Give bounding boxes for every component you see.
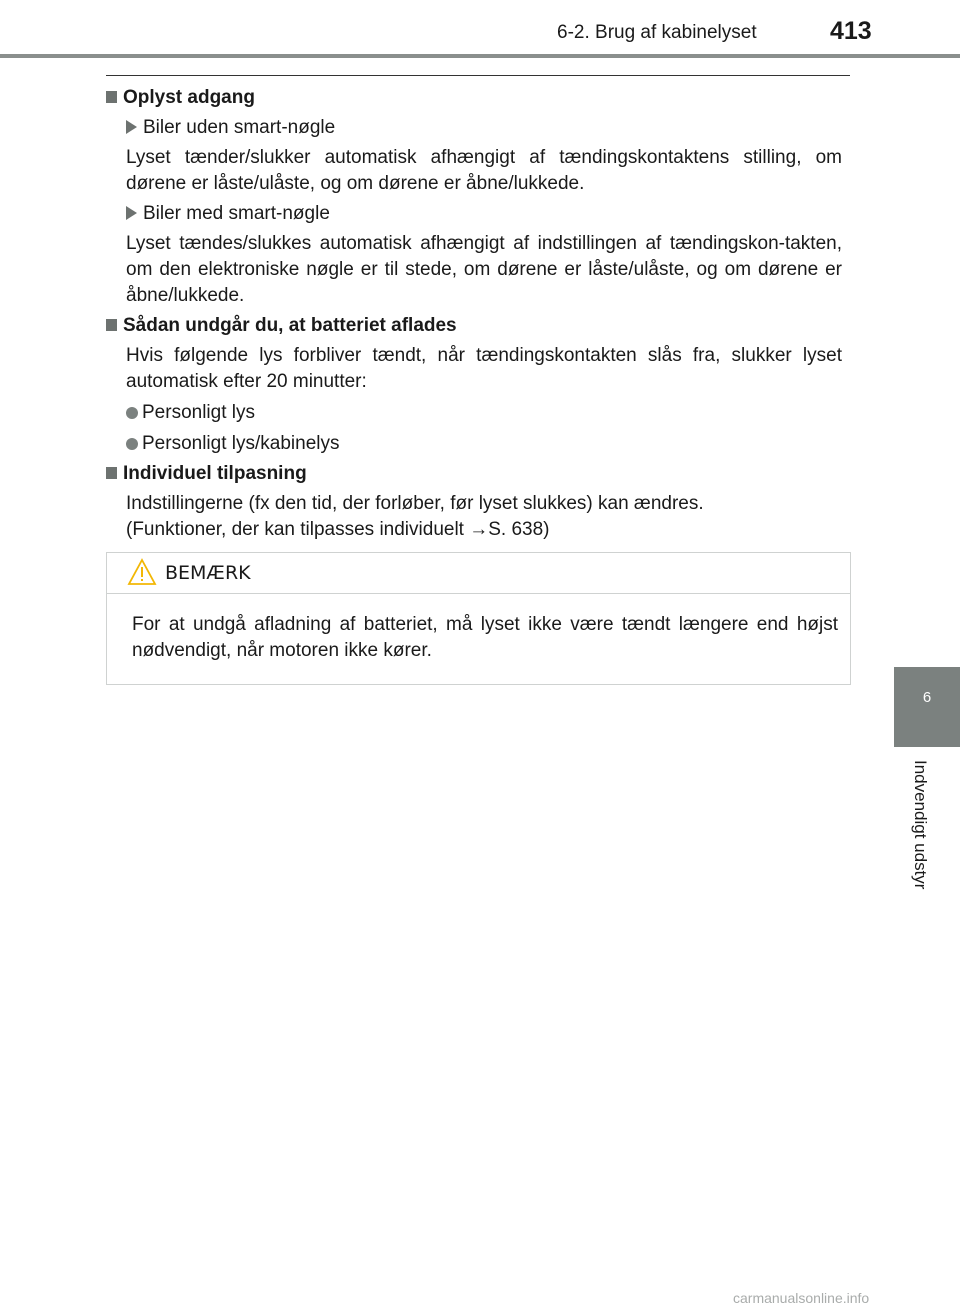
paragraph: Lyset tændes/slukkes automatisk afhængigt af indstillingen af tændingskon-takten, om den elektroniske nøgle er til stede, om dørene er låste/ulåste, og om dørene er åbne/lukkede. — [126, 233, 842, 306]
page-number: 413 — [830, 17, 872, 45]
section-heading: Sådan undgår du, at batteriet aflades — [106, 313, 842, 339]
paragraph: Hvis følgende lys forbliver tændt, når tændingskontakten slås fra, slukker lyset automatisk efter 20 minutter: — [126, 345, 842, 392]
circle-bullet-icon — [126, 438, 138, 450]
chapter-number: 6 — [922, 689, 932, 706]
header-rule — [106, 75, 850, 76]
notice-title: BEMÆRK — [165, 562, 251, 584]
paragraph-line: Indstillingerne (fx den tid, der forløber, før lyset slukkes) kan ændres. — [126, 493, 704, 514]
circle-bullet-icon — [126, 407, 138, 419]
warning-icon — [127, 558, 157, 586]
notice-box — [106, 552, 851, 685]
section-heading: Oplyst adgang — [106, 85, 842, 111]
paragraph: Lyset tænder/slukker automatisk afhængigt af tændingskontaktens stilling, om dørene er låste/ulåste, og om dørene er åbne/lukkede. — [126, 147, 842, 194]
cross-reference-line[interactable]: (Funktioner, der kan tilpasses individuelt →S. 638) — [126, 519, 550, 540]
notice-header — [107, 553, 850, 594]
notice-text: For at undgå afladning af batteriet, må lyset ikke være tændt længere end højst nødvendigt, når motoren ikke kører. — [132, 614, 838, 661]
header-section-title: 6-2. Brug af kabinelyset — [557, 22, 757, 43]
subsection-label: Biler uden smart-nøgle — [126, 115, 842, 141]
section-heading: Individuel tilpasning — [106, 461, 842, 487]
square-bullet-icon — [106, 467, 117, 479]
square-bullet-icon — [106, 91, 117, 103]
triangle-bullet-icon — [126, 120, 137, 134]
chapter-title-vertical — [880, 760, 940, 910]
list-item: Personligt lys/kabinelys — [126, 431, 842, 457]
chapter-tab[interactable] — [894, 667, 960, 747]
watermark: carmanualsonline.info — [733, 1290, 870, 1306]
square-bullet-icon — [106, 319, 117, 331]
triangle-bullet-icon — [126, 206, 137, 220]
page-content — [106, 85, 842, 543]
header-bar — [0, 54, 960, 58]
subsection-label: Biler med smart-nøgle — [126, 201, 842, 227]
list-item: Personligt lys — [126, 400, 842, 426]
chapter-title: Indvendigt udstyr — [911, 760, 930, 890]
